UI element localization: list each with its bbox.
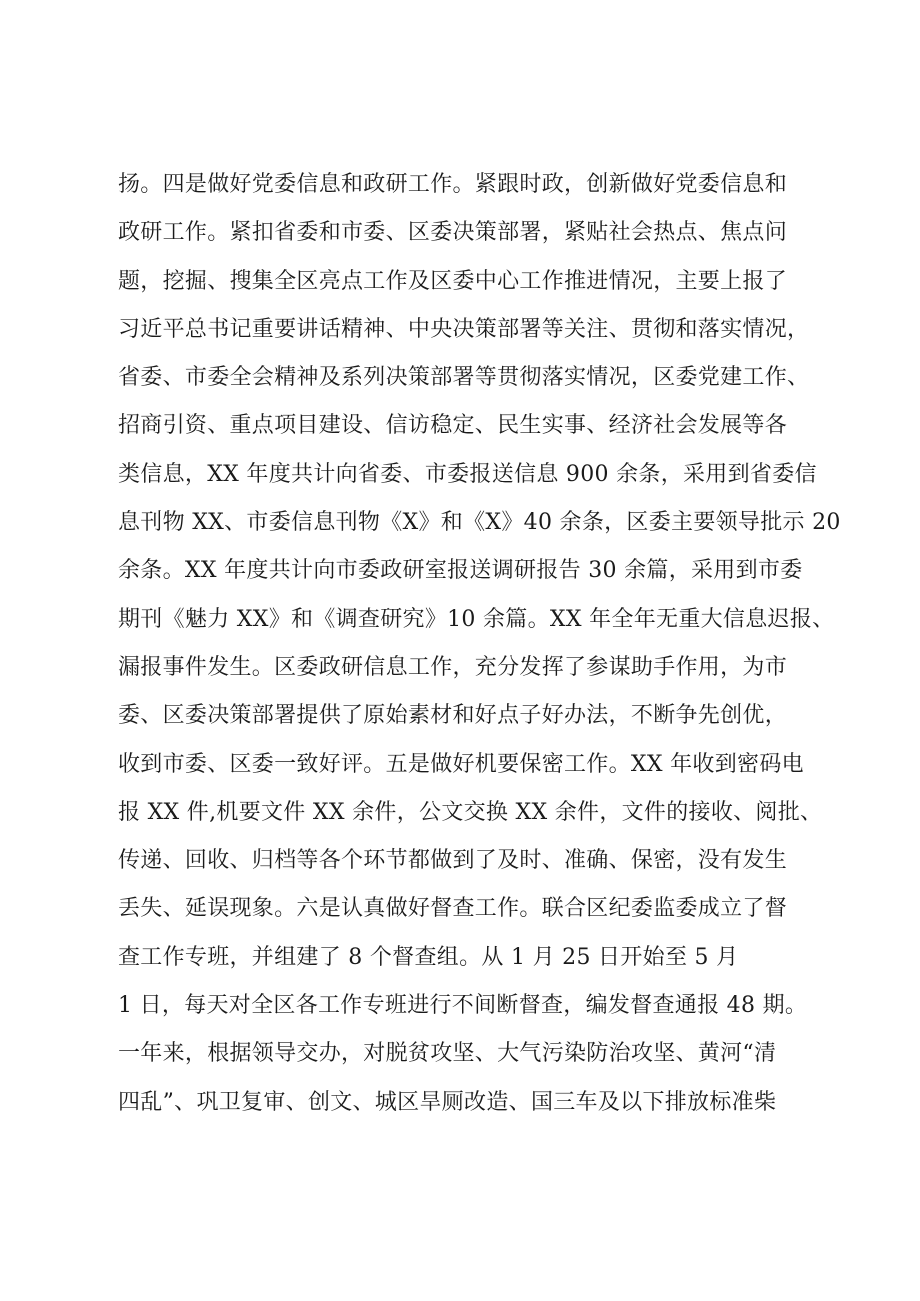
text-line: 期刊《魅力 XX》和《调查研究》10 余篇。XX 年全年无重大信息迟报、: [118, 606, 835, 632]
text-line: 省委、市委全会精神及系列决策部署等贯彻落实情况，区委党建工作、: [118, 365, 810, 391]
text-line: 习近平总书记重要讲话精神、中央决策部署等关注、贯彻和落实情况，: [118, 316, 810, 342]
text-line: 收到市委、区委一致好评。五是做好机要保密工作。XX 年收到密码电: [118, 751, 804, 777]
text-line: 类信息，XX 年度共计向省委、市委报送信息 900 余条，采用到省委信: [118, 461, 817, 487]
text-line: 扬。四是做好党委信息和政研工作。紧跟时政，创新做好党委信息和: [118, 172, 788, 197]
text-line: 余条。XX 年度共计向市委政研室报送调研报告 30 余篇，采用到市委: [118, 558, 803, 584]
text-line: 委、区委决策部署提供了原始素材和好点子好办法，不断争先创优，: [118, 703, 788, 729]
text-line: 传递、回收、归档等各个环节都做到了及时、准确、保密，没有发生: [118, 848, 788, 874]
text-line: 1 日，每天对全区各工作专班进行不间断督查，编发督查通报 48 期。: [118, 993, 808, 1019]
body-text: [118, 161, 841, 1127]
text-line: 息刊物 XX、市委信息刊物《X》和《X》40 余条，区委主要领导批示 20: [118, 510, 841, 536]
text-line: 漏报事件发生。区委政研信息工作，充分发挥了参谋助手作用，为市: [118, 654, 788, 680]
text-line: 一年来，根据领导交办，对脱贫攻坚、大气污染防治攻坚、黄河“清: [118, 1041, 777, 1067]
text-line: 招商引资、重点项目建设、信访稳定、民生实事、经济社会发展等各: [118, 413, 788, 439]
text-line: 四乱”、巩卫复审、创文、城区旱厕改造、国三车及以下排放标准柴: [118, 1089, 777, 1115]
text-line: 查工作专班，并组建了 8 个督查组。从 1 月 25 日开始至 5 月: [118, 944, 739, 970]
text-line: 丢失、延误现象。六是认真做好督查工作。联合区纪委监委成立了督: [118, 896, 788, 922]
text-line: 题，挖掘、搜集全区亮点工作及区委中心工作推进情况，主要上报了: [118, 268, 788, 294]
text-line: 报 XX 件,机要文件 XX 余件，公文交换 XX 余件，文件的接收、阅批、: [118, 799, 823, 825]
text-line: 政研工作。紧扣省委和市委、区委决策部署，紧贴社会热点、焦点问: [118, 220, 788, 246]
